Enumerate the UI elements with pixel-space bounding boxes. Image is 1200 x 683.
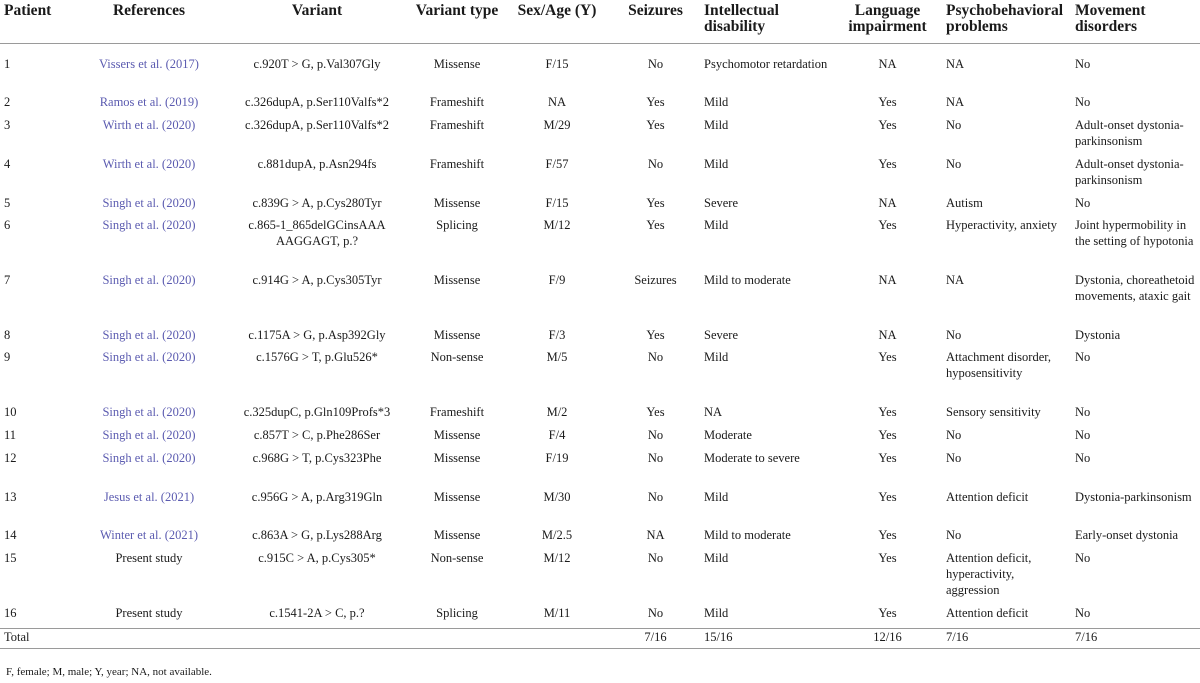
table-row xyxy=(0,404,1200,427)
cell-sex-age: F/15 xyxy=(545,196,569,210)
cell-seizures: No xyxy=(647,350,664,364)
cell-reference[interactable]: Singh et al. (2020) xyxy=(102,218,196,232)
cell-sex-age: M/2 xyxy=(546,405,568,419)
cell-movement: Adult-onset dystonia-parkinsonism xyxy=(1075,118,1184,148)
cell-seizures: No xyxy=(647,606,664,620)
total-seizures: 7/16 xyxy=(644,629,667,644)
cell-variant-type: Missense xyxy=(433,57,481,71)
cell-reference[interactable]: Singh et al. (2020) xyxy=(102,328,196,342)
cell-language-impairment: Yes xyxy=(878,218,897,232)
cell-psychobehavioral: NA xyxy=(946,273,965,287)
cell-variant: c.914G > A, p.Cys305Tyr xyxy=(252,273,382,287)
cell-language-impairment: Yes xyxy=(878,451,897,465)
cell-sex-age: M/2.5 xyxy=(541,528,573,542)
cell-language-impairment: NA xyxy=(878,196,897,210)
cell-patient: 8 xyxy=(4,328,11,342)
cell-patient: 1 xyxy=(4,57,11,71)
cell-seizures: No xyxy=(647,157,664,171)
table-row xyxy=(0,156,1200,195)
cell-seizures: No xyxy=(647,451,664,465)
cell-variant-type: Splicing xyxy=(436,606,478,620)
cell-reference[interactable]: Jesus et al. (2021) xyxy=(103,490,195,504)
header-variant-type: Variant type xyxy=(415,2,499,19)
cell-intellectual-disability: Mild xyxy=(704,118,729,132)
cell-intellectual-disability: Mild xyxy=(704,95,729,109)
total-intellectual-disability: 15/16 xyxy=(704,629,733,644)
table-row xyxy=(0,605,1200,628)
cell-psychobehavioral: NA xyxy=(946,95,965,109)
cell-variant: c.1541-2A > C, p.? xyxy=(269,606,365,620)
cell-language-impairment: Yes xyxy=(878,606,897,620)
cell-sex-age: M/11 xyxy=(543,606,571,620)
cell-sex-age: F/3 xyxy=(548,328,566,342)
cell-reference[interactable]: Singh et al. (2020) xyxy=(102,273,196,287)
cell-intellectual-disability: Mild xyxy=(704,551,729,565)
cell-seizures: No xyxy=(647,57,664,71)
cell-sex-age: NA xyxy=(547,95,567,109)
cell-language-impairment: NA xyxy=(878,328,897,342)
cell-patient: 3 xyxy=(4,118,11,132)
cell-patient: 7 xyxy=(4,273,11,287)
cell-intellectual-disability: Severe xyxy=(704,328,739,342)
cell-intellectual-disability: Mild xyxy=(704,490,729,504)
header-sex-age: Sex/Age (Y) xyxy=(517,2,597,19)
header-seizures: Seizures xyxy=(628,2,683,19)
table-row xyxy=(0,550,1200,605)
cell-psychobehavioral: NA xyxy=(946,57,965,71)
cell-variant: c.920T > G, p.Val307Gly xyxy=(253,57,381,71)
table-total-row xyxy=(0,628,1200,648)
cell-language-impairment: Yes xyxy=(878,490,897,504)
header-psychobehavioral: Psychobehavioral problems xyxy=(946,2,1064,35)
cell-psychobehavioral: Hyperactivity, anxiety xyxy=(946,218,1057,232)
cell-intellectual-disability: Moderate to severe xyxy=(704,451,800,465)
cell-movement: No xyxy=(1075,405,1091,419)
cell-variant: c.326dupA, p.Ser110Valfs*2 xyxy=(245,118,389,132)
cell-variant-type: Missense xyxy=(433,196,481,210)
cell-movement: Dystonia, choreathetoid movements, ataxic gait xyxy=(1075,273,1195,303)
cell-seizures: NA xyxy=(646,528,665,542)
cell-variant-type: Missense xyxy=(433,428,481,442)
header-references: References xyxy=(112,2,185,19)
table-footnote: F, female; M, male; Y, year; NA, not available. xyxy=(6,666,212,678)
cell-variant-type: Non-sense xyxy=(430,551,484,565)
table-row xyxy=(0,94,1200,117)
cell-language-impairment: Yes xyxy=(878,428,897,442)
cell-reference: Present study xyxy=(115,606,183,620)
cell-seizures: Yes xyxy=(646,118,665,132)
cell-seizures: No xyxy=(647,490,664,504)
cell-intellectual-disability: Mild xyxy=(704,157,729,171)
total-empty xyxy=(411,628,503,648)
cell-variant: c.865-1_865delGCinsAAA AAGGAGT, p.? xyxy=(248,218,386,248)
total-label: Total xyxy=(4,629,30,644)
cell-seizures: Yes xyxy=(646,405,665,419)
cell-seizures: Yes xyxy=(646,95,665,109)
cell-psychobehavioral: No xyxy=(946,118,962,132)
cell-psychobehavioral: Sensory sensitivity xyxy=(946,405,1041,419)
cell-patient: 2 xyxy=(4,95,11,109)
cell-sex-age: F/15 xyxy=(545,57,569,71)
cell-psychobehavioral: No xyxy=(946,451,962,465)
cell-variant-type: Splicing xyxy=(436,218,478,232)
cell-patient: 11 xyxy=(4,428,17,442)
cell-variant: c.968G > T, p.Cys323Phe xyxy=(252,451,382,465)
cell-reference[interactable]: Ramos et al. (2019) xyxy=(99,95,199,109)
table-row xyxy=(0,427,1200,450)
cell-variant: c.857T > C, p.Phe286Ser xyxy=(253,428,381,442)
cell-intellectual-disability: Moderate xyxy=(704,428,752,442)
cell-psychobehavioral: No xyxy=(946,428,962,442)
cell-reference[interactable]: Winter et al. (2021) xyxy=(99,528,199,542)
cell-patient: 9 xyxy=(4,350,11,364)
cell-variant-type: Frameshift xyxy=(429,95,485,109)
cell-movement: No xyxy=(1075,350,1091,364)
cell-variant: c.956G > A, p.Arg319Gln xyxy=(251,490,383,504)
table-row xyxy=(0,217,1200,272)
cell-reference[interactable]: Vissers et al. (2017) xyxy=(99,57,199,71)
cell-language-impairment: NA xyxy=(878,273,897,287)
cell-variant: c.326dupA, p.Ser110Valfs*2 xyxy=(245,95,389,109)
header-intellectual-disability: Intellectual disability xyxy=(704,2,779,35)
cell-seizures: No xyxy=(647,428,664,442)
cell-variant-type: Missense xyxy=(433,328,481,342)
cell-variant-type: Non-sense xyxy=(430,350,484,364)
cell-variant: c.839G > A, p.Cys280Tyr xyxy=(252,196,382,210)
cell-seizures: Seizures xyxy=(634,273,677,287)
cell-patient: 16 xyxy=(4,606,17,620)
total-empty xyxy=(223,628,411,648)
cell-sex-age: M/12 xyxy=(543,551,571,565)
cell-psychobehavioral: Attention deficit xyxy=(946,606,1029,620)
cell-sex-age: F/4 xyxy=(548,428,566,442)
cell-patient: 15 xyxy=(4,551,17,565)
cell-variant: c.325dupC, p.Gln109Profs*3 xyxy=(243,405,391,419)
cell-intellectual-disability: Mild xyxy=(704,350,729,364)
cell-variant-type: Missense xyxy=(433,490,481,504)
cell-variant-type: Missense xyxy=(433,273,481,287)
cell-intellectual-disability: Severe xyxy=(704,196,739,210)
cell-reference[interactable]: Singh et al. (2020) xyxy=(102,405,196,419)
cell-language-impairment: Yes xyxy=(878,528,897,542)
table-row xyxy=(0,450,1200,489)
cell-reference[interactable]: Wirth et al. (2020) xyxy=(102,118,196,132)
cell-language-impairment: Yes xyxy=(878,551,897,565)
table-row xyxy=(0,195,1200,217)
cell-sex-age: F/9 xyxy=(548,273,566,287)
cell-sex-age: M/30 xyxy=(543,490,571,504)
cell-variant-type: Missense xyxy=(433,451,481,465)
table-row xyxy=(0,117,1200,156)
cell-reference[interactable]: Singh et al. (2020) xyxy=(102,451,196,465)
cell-reference[interactable]: Singh et al. (2020) xyxy=(102,350,196,364)
cell-psychobehavioral: Attention deficit xyxy=(946,490,1029,504)
cell-movement: No xyxy=(1075,95,1091,109)
cell-intellectual-disability: Mild to moderate xyxy=(704,273,791,287)
cell-movement: No xyxy=(1075,428,1091,442)
cell-sex-age: M/5 xyxy=(546,350,568,364)
cell-variant: c.881dupA, p.Asn294fs xyxy=(257,157,377,171)
table-row xyxy=(0,527,1200,550)
total-language-impairment: 12/16 xyxy=(873,629,902,644)
cell-sex-age: F/57 xyxy=(545,157,569,171)
table-header-row xyxy=(0,0,1200,43)
cell-language-impairment: Yes xyxy=(878,350,897,364)
cell-reference[interactable]: Singh et al. (2020) xyxy=(102,428,196,442)
header-patient: Patient xyxy=(4,2,52,19)
cell-variant-type: Frameshift xyxy=(429,118,485,132)
cell-psychobehavioral: Attention deficit, hyperactivity, aggression xyxy=(946,551,1032,597)
table-row xyxy=(0,489,1200,527)
cell-sex-age: F/19 xyxy=(545,451,569,465)
cell-sex-age: M/12 xyxy=(543,218,571,232)
cell-intellectual-disability: Mild xyxy=(704,218,729,232)
cell-seizures: Yes xyxy=(646,196,665,210)
cell-psychobehavioral: No xyxy=(946,328,962,342)
cell-variant: c.915C > A, p.Cys305* xyxy=(258,551,376,565)
cell-seizures: Yes xyxy=(646,328,665,342)
cell-language-impairment: Yes xyxy=(878,405,897,419)
cell-variant: c.1175A > G, p.Asp392Gly xyxy=(248,328,386,342)
cell-movement: Early-onset dystonia xyxy=(1075,528,1179,542)
total-movement: 7/16 xyxy=(1075,629,1098,644)
cell-language-impairment: Yes xyxy=(878,157,897,171)
cell-movement: No xyxy=(1075,451,1091,465)
cell-movement: Joint hypermobility in the setting of hypotonia xyxy=(1075,218,1194,248)
table-row xyxy=(0,56,1200,94)
cell-patient: 13 xyxy=(4,490,17,504)
cell-reference[interactable]: Singh et al. (2020) xyxy=(102,196,196,210)
cell-intellectual-disability: NA xyxy=(704,405,723,419)
cell-movement: No xyxy=(1075,196,1091,210)
table-row xyxy=(0,327,1200,349)
cell-patient: 14 xyxy=(4,528,17,542)
cell-variant: c.863A > G, p.Lys288Arg xyxy=(252,528,382,542)
cell-psychobehavioral: No xyxy=(946,157,962,171)
header-movement: Movement disorders xyxy=(1075,2,1146,35)
cell-movement: Dystonia-parkinsonism xyxy=(1075,490,1192,504)
table-spacer-cell xyxy=(0,43,1200,56)
table-row xyxy=(0,272,1200,327)
cell-variant-type: Frameshift xyxy=(429,405,485,419)
cell-movement: Dystonia xyxy=(1075,328,1121,342)
cell-psychobehavioral: No xyxy=(946,528,962,542)
cell-intellectual-disability: Mild to moderate xyxy=(704,528,791,542)
cell-variant-type: Frameshift xyxy=(429,157,485,171)
cell-movement: Adult-onset dystonia-parkinsonism xyxy=(1075,157,1184,187)
cell-seizures: Yes xyxy=(646,218,665,232)
cell-intellectual-disability: Mild xyxy=(704,606,729,620)
cell-movement: No xyxy=(1075,57,1091,71)
cell-language-impairment: Yes xyxy=(878,118,897,132)
cell-psychobehavioral: Autism xyxy=(946,196,983,210)
cell-movement: No xyxy=(1075,606,1091,620)
cell-patient: 10 xyxy=(4,405,17,419)
total-empty xyxy=(503,628,611,648)
total-empty xyxy=(75,628,223,648)
cell-sex-age: M/29 xyxy=(543,118,571,132)
cell-variant-type: Missense xyxy=(433,528,481,542)
table-spacer xyxy=(0,43,1200,56)
cell-patient: 12 xyxy=(4,451,17,465)
cell-reference: Present study xyxy=(115,551,183,565)
table-row xyxy=(0,349,1200,404)
header-language-impairment: Language impairment xyxy=(848,2,927,35)
cell-language-impairment: NA xyxy=(878,57,897,71)
cell-reference[interactable]: Wirth et al. (2020) xyxy=(102,157,196,171)
cell-movement: No xyxy=(1075,551,1091,565)
cell-language-impairment: Yes xyxy=(878,95,897,109)
cell-patient: 5 xyxy=(4,196,11,210)
cell-intellectual-disability: Psychomotor retardation xyxy=(704,57,828,71)
cell-variant: c.1576G > T, p.Glu526* xyxy=(256,350,378,364)
total-psychobehavioral: 7/16 xyxy=(946,629,969,644)
cell-psychobehavioral: Attachment disorder, hyposensitivity xyxy=(946,350,1052,380)
cell-patient: 4 xyxy=(4,157,11,171)
header-variant: Variant xyxy=(291,2,343,19)
cell-patient: 6 xyxy=(4,218,11,232)
cell-seizures: No xyxy=(647,551,664,565)
